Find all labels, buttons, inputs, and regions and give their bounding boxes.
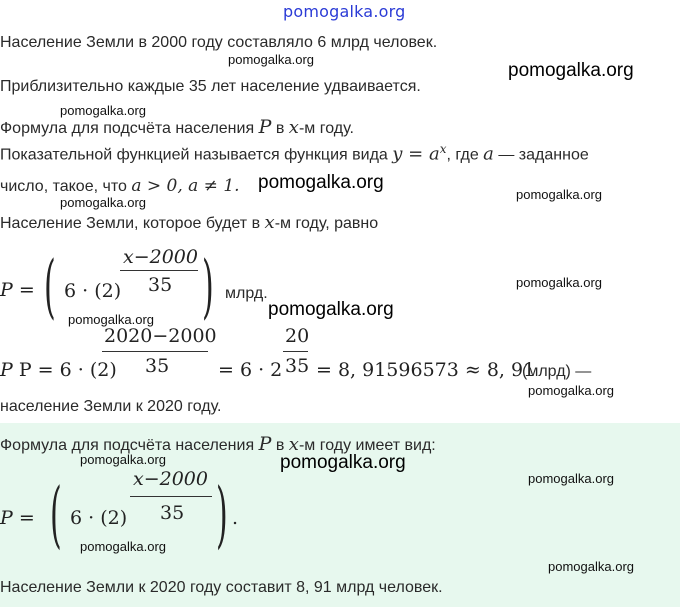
answer-formula-lhs: P = bbox=[0, 507, 35, 529]
formula-2-exponent-denominator: 35 bbox=[145, 355, 170, 377]
watermark-large: pomogalka.org bbox=[508, 60, 634, 81]
watermark: pomogalka.org bbox=[528, 383, 614, 398]
answer-formula-exponent-numerator: x−2000 bbox=[133, 468, 208, 490]
answer-formula-period: . bbox=[232, 507, 239, 529]
formula-2-fraction2-bar bbox=[283, 351, 308, 352]
text-line-doubling: Приблизительно каждые 35 лет население удваивается. bbox=[0, 78, 421, 95]
watermark: pomogalka.org bbox=[528, 471, 614, 486]
formula-2-lhs: P P = 6 · (2) bbox=[0, 359, 117, 381]
watermark: pomogalka.org bbox=[516, 275, 602, 290]
watermark-large: pomogalka.org bbox=[268, 299, 394, 320]
watermark: pomogalka.org bbox=[228, 52, 314, 67]
answer-formula-heading: Формула для подсчёта населения P в x-м году имеет вид: bbox=[0, 433, 436, 455]
formula-2-exponent2-denominator: 35 bbox=[285, 355, 310, 377]
watermark: pomogalka.org bbox=[60, 103, 146, 118]
answer-formula-exponent-denominator: 35 bbox=[160, 502, 185, 524]
formula-1-base: 6 · (2) bbox=[64, 280, 122, 302]
answer-formula-fraction-bar bbox=[130, 496, 212, 497]
formula-2-result: = 8, 91596573 ≈ 8, 91 bbox=[316, 359, 536, 381]
watermark-large: pomogalka.org bbox=[258, 172, 384, 193]
watermark-large: pomogalka.org bbox=[280, 452, 406, 473]
watermark-top: pomogalka.org bbox=[283, 2, 406, 21]
answer-formula-base: 6 · (2) bbox=[70, 507, 128, 529]
watermark: pomogalka.org bbox=[80, 539, 166, 554]
formula-2-exponent-numerator: 2020−2000 bbox=[104, 325, 217, 347]
formula-1-unit: млрд. bbox=[225, 285, 268, 302]
text-line-population-2020: население Земли к 2020 году. bbox=[0, 398, 222, 415]
formula-2-fraction-bar bbox=[102, 351, 208, 352]
formula-1-fraction-bar bbox=[120, 270, 198, 271]
text-line-population-2000: Население Земли в 2000 году составляло 6 млрд человек. bbox=[0, 34, 438, 51]
formula-1-lhs: P = bbox=[0, 279, 35, 301]
formula-2-exponent2-numerator: 20 bbox=[285, 325, 310, 347]
formula-1-exponent-denominator: 35 bbox=[148, 274, 173, 296]
text-line-population-x: Население Земли, которое будет в x-м году, равно bbox=[0, 212, 379, 233]
watermark: pomogalka.org bbox=[60, 195, 146, 210]
formula-1-right-paren: ) bbox=[202, 248, 214, 329]
formula-2-unit: (млрд) — bbox=[522, 363, 592, 380]
watermark: pomogalka.org bbox=[80, 452, 166, 467]
answer-formula-right-paren: ) bbox=[216, 474, 228, 558]
formula-1-exponent-numerator: x−2000 bbox=[123, 246, 198, 268]
watermark: pomogalka.org bbox=[516, 187, 602, 202]
text-line-condition: число, такое, что a > 0, a ≠ 1. bbox=[0, 176, 240, 196]
answer-final-line: Население Земли к 2020 году составит 8, 91 млрд человек. bbox=[0, 579, 443, 596]
formula-2-middle: = 6 · 2 bbox=[218, 359, 283, 381]
answer-formula-left-paren: ( bbox=[50, 474, 62, 558]
formula-1-left-paren: ( bbox=[44, 248, 56, 329]
watermark: pomogalka.org bbox=[548, 559, 634, 574]
watermark: pomogalka.org bbox=[68, 312, 154, 327]
text-line-definition: Показательной функцией называется функция вида $y = a^x$, где a — заданное bbox=[0, 142, 589, 165]
text-line-formula-heading: Формула для подсчёта населения P в x-м году. bbox=[0, 116, 354, 138]
